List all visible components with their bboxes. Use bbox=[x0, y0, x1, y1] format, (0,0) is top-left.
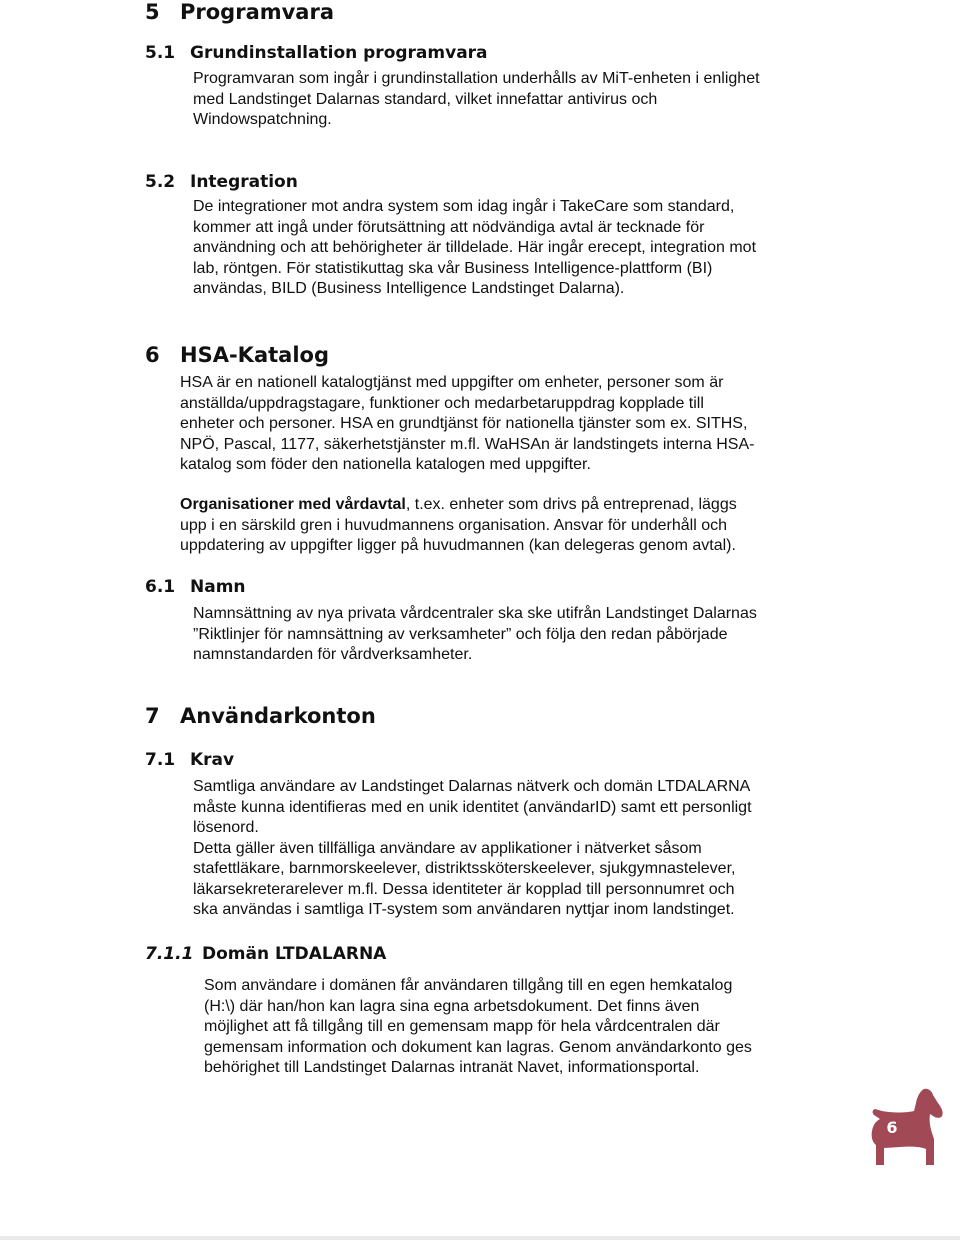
section-title: Grundinstallation programvara bbox=[190, 43, 488, 63]
section-number: 6 bbox=[145, 343, 160, 367]
heading-7-1-krav bbox=[145, 750, 234, 770]
text-line: Namnsättning av nya privata vårdcentraler ska ske utifrån Landstinget Dalarnas bbox=[193, 605, 757, 622]
section-number: 5.1 bbox=[145, 43, 176, 63]
section-title: Krav bbox=[190, 750, 235, 770]
text-line: HSA är en nationell katalogtjänst med uppgifter om enheter, personer som är bbox=[180, 374, 724, 391]
text-line: Windowspatchning. bbox=[193, 111, 332, 128]
heading-6-hsa-katalog bbox=[145, 343, 329, 367]
paragraph-5-2 bbox=[193, 197, 756, 300]
text-line: stafettläkare, barnmorskeelever, distriktssköterskeelever, sjukgymnastelever, bbox=[193, 860, 736, 877]
section-title: HSA-Katalog bbox=[180, 343, 329, 367]
page-number: 6 bbox=[886, 1118, 898, 1137]
heading-7-anvandarkonton bbox=[145, 704, 376, 728]
text-line: Som användare i domänen får användaren tillgång till en egen hemkatalog bbox=[204, 977, 733, 994]
heading-5-2-integration bbox=[145, 172, 298, 192]
paragraph-5-1 bbox=[193, 69, 760, 131]
text-line: användas, BILD (Business Intelligence Landstinget Dalarna). bbox=[193, 280, 625, 297]
text-line: upp i en särskild gren i huvudmannens organisation. Ansvar för underhåll och bbox=[180, 516, 727, 534]
section-title: Namn bbox=[190, 577, 246, 597]
heading-6-1-namn bbox=[145, 577, 246, 597]
section-number: 5.2 bbox=[145, 172, 176, 192]
section-title: Domän LTDALARNA bbox=[202, 944, 387, 964]
paragraph-6-organisationer bbox=[180, 495, 737, 557]
text-line: måste kunna identifieras med en unik identitet (användarID) samt ett personligt bbox=[193, 798, 752, 816]
text-line: kommer att ingå under förutsättning att nödvändiga avtal är tecknade för bbox=[193, 218, 705, 236]
dala-horse-icon bbox=[862, 1087, 946, 1167]
text-line: Samtliga användare av Landstinget Dalarnas nätverk och domän LTDALARNA bbox=[193, 778, 751, 795]
text-line: ska användas i samtliga IT-system som användaren nyttjar inom landstinget. bbox=[193, 901, 735, 918]
text-line: gemensam information och dokument kan lagras. Genom användarkonto ges bbox=[204, 1038, 752, 1056]
text-line: läkarsekreterarelever m.fl. Dessa identiteter är kopplad till personnumret och bbox=[193, 880, 735, 898]
paragraph-6-1 bbox=[193, 604, 757, 666]
text-line: enheter och personer. HSA en grundtjänst för nationella tjänster som ex. SITHS, bbox=[180, 415, 748, 432]
section-title: Programvara bbox=[180, 0, 335, 24]
section-number: 6.1 bbox=[145, 577, 176, 597]
text-line: (H:\) där han/hon kan lagra sina egna arbetsdokument. Det finns även bbox=[204, 997, 700, 1015]
text-line: namnstandarden för vårdverksamheter. bbox=[193, 646, 473, 663]
bold-term: Organisationer med vårdavtal bbox=[180, 496, 406, 513]
text-line: lösenord. bbox=[193, 819, 259, 836]
text-line: användning och att behörigheter är tilldelade. Här ingår erecept, integration mot bbox=[193, 239, 757, 256]
text-line: möjlighet att få tillgång till en gemensam mapp för hela vårdcentralen där bbox=[204, 1018, 720, 1035]
text-line: med Landstinget Dalarnas standard, vilket innefattar antivirus och bbox=[193, 90, 658, 108]
paragraph-6-hsa bbox=[180, 373, 754, 476]
heading-5-1-grundinstallation bbox=[145, 43, 488, 63]
paragraph-7-1-1 bbox=[204, 976, 752, 1079]
text-line: uppdatering av uppgifter ligger på huvudmannen (kan delegeras genom avtal). bbox=[180, 537, 736, 554]
heading-7-1-1-doman bbox=[145, 944, 386, 964]
text-line: De integrationer mot andra system som idag ingår i TakeCare som standard, bbox=[193, 198, 735, 215]
paragraph-7-1 bbox=[193, 777, 752, 921]
text-line: behörighet till Landstinget Dalarnas intranät Navet, informationsportal. bbox=[204, 1059, 700, 1076]
section-title: Användarkonton bbox=[180, 704, 376, 728]
section-number: 7.1 bbox=[145, 750, 176, 770]
text-line: Detta gäller även tillfälliga användare av applikationer i nätverket såsom bbox=[193, 839, 702, 857]
heading-5-programvara bbox=[145, 0, 334, 24]
text-line: katalog som föder den nationella katalogen med uppgifter. bbox=[180, 456, 591, 473]
text-line: ”Riktlinjer för namnsättning av verksamheter” och följa den redan påbörjade bbox=[193, 625, 728, 643]
text-fragment: , t.ex. enheter som drivs på entreprenad, läggs bbox=[405, 496, 737, 513]
text-line: anställda/uppdragstagare, funktioner och medarbetaruppdrag kopplade till bbox=[180, 394, 704, 412]
section-number: 7 bbox=[145, 704, 160, 728]
section-number: 7.1.1 bbox=[145, 944, 194, 964]
section-number: 5 bbox=[145, 0, 160, 24]
footer-divider bbox=[0, 1236, 960, 1240]
text-line: NPÖ, Pascal, 1177, säkerhetstjänster m.fl. WaHSAn är landstingets interna HSA- bbox=[180, 435, 755, 453]
text-line: Programvaran som ingår i grundinstallation underhålls av MiT-enheten i enlighet bbox=[193, 70, 760, 87]
text-line bbox=[180, 495, 737, 516]
section-title: Integration bbox=[190, 172, 298, 192]
text-line: lab, röntgen. För statistikuttag ska vår Business Intelligence-plattform (BI) bbox=[193, 259, 713, 277]
